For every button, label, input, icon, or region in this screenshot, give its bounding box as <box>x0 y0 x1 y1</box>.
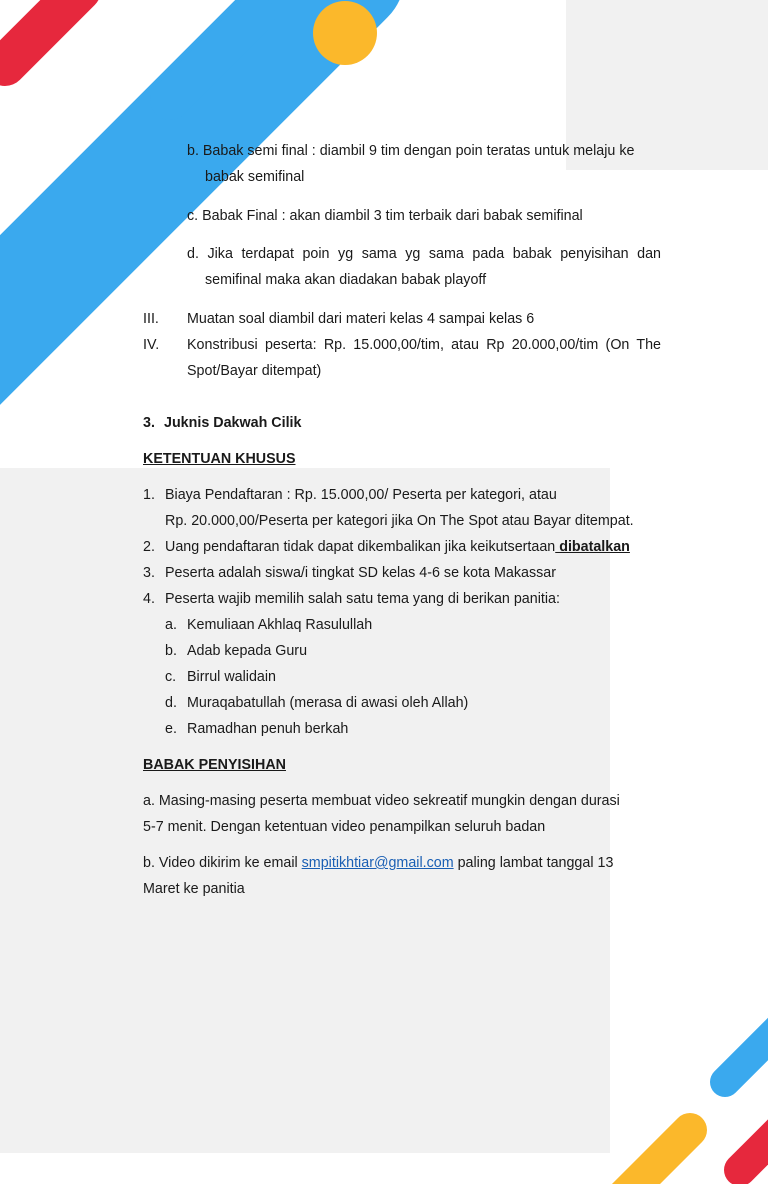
roman-iii-text: Muatan soal diambil dari materi kelas 4 sampai kelas 6 <box>187 311 535 327</box>
roman-iv-number: IV. <box>143 337 160 353</box>
theme-e-text: Ramadhan penuh berkah <box>187 721 349 737</box>
sub-item-c: c. Babak Final : akan diambil 3 tim terbaik dari babak semifinal <box>187 208 583 224</box>
babak-a-line1: a. Masing-masing peserta membuat video sekreatif mungkin dengan durasi <box>143 793 620 809</box>
sub-item-d-line1: d. Jika terdapat poin yg sama yg sama pada babak penyisihan dan <box>187 246 661 262</box>
rule-1-line2: Rp. 20.000,00/Peserta per kategori jika On The Spot atau Bayar ditempat. <box>165 513 634 529</box>
theme-a-letter: a. <box>165 617 177 633</box>
section-number: 3. <box>143 415 155 431</box>
theme-e-letter: e. <box>165 721 177 737</box>
rule-4-text: Peserta wajib memilih salah satu tema yang di berikan panitia: <box>165 591 560 607</box>
babak-b-line2: Maret ke panitia <box>143 881 245 897</box>
rule-2-emphasis: dibatalkan <box>555 539 630 555</box>
theme-c-letter: c. <box>165 669 177 685</box>
rule-3-text: Peserta adalah siswa/i tingkat SD kelas 4-6 se kota Makassar <box>165 565 556 581</box>
rule-1-line1: Biaya Pendaftaran : Rp. 15.000,00/ Peserta per kategori, atau <box>165 487 557 503</box>
sub-item-b-line1: b. Babak semi final : diambil 9 tim dengan poin teratas untuk melaju ke <box>187 143 635 159</box>
roman-iv-line2: Spot/Bayar ditempat) <box>187 363 322 379</box>
roman-iii-number: III. <box>143 311 159 327</box>
theme-c-text: Birrul walidain <box>187 669 276 685</box>
roman-iv-line1: Konstribusi peserta: Rp. 15.000,00/tim, atau Rp 20.000,00/tim (On The <box>187 337 661 353</box>
babak-a-line2: 5-7 menit. Dengan ketentuan video penampilkan seluruh badan <box>143 819 546 835</box>
rule-2-text: Uang pendaftaran tidak dapat dikembalikan jika keikutsertaan <box>165 539 556 555</box>
email-link[interactable]: smpitikhtiar@gmail.com <box>301 855 454 871</box>
theme-a-text: Kemuliaan Akhlaq Rasulullah <box>187 617 373 633</box>
ketentuan-heading: KETENTUAN KHUSUS <box>143 451 296 467</box>
babak-b-prefix: b. Video dikirim ke email <box>143 855 302 871</box>
theme-d-letter: d. <box>165 695 177 711</box>
rule-2-number: 2. <box>143 539 155 555</box>
theme-d-text: Muraqabatullah (merasa di awasi oleh Allah) <box>187 695 469 711</box>
rule-3-number: 3. <box>143 565 155 581</box>
babak-heading: BABAK PENYISIHAN <box>143 757 286 773</box>
sub-item-b-line2: babak semifinal <box>205 169 305 185</box>
rule-2-item <box>165 537 630 557</box>
rule-4-number: 4. <box>143 591 155 607</box>
babak-b-line1 <box>143 853 613 873</box>
theme-b-text: Adab kepada Guru <box>187 643 308 659</box>
rule-1-number: 1. <box>143 487 155 503</box>
babak-b-suffix: paling lambat tanggal 13 <box>453 855 614 871</box>
section-title: Juknis Dakwah Cilik <box>164 415 302 431</box>
sub-item-d-line2: semifinal maka akan diadakan babak playoff <box>205 272 487 288</box>
theme-b-letter: b. <box>165 643 177 659</box>
